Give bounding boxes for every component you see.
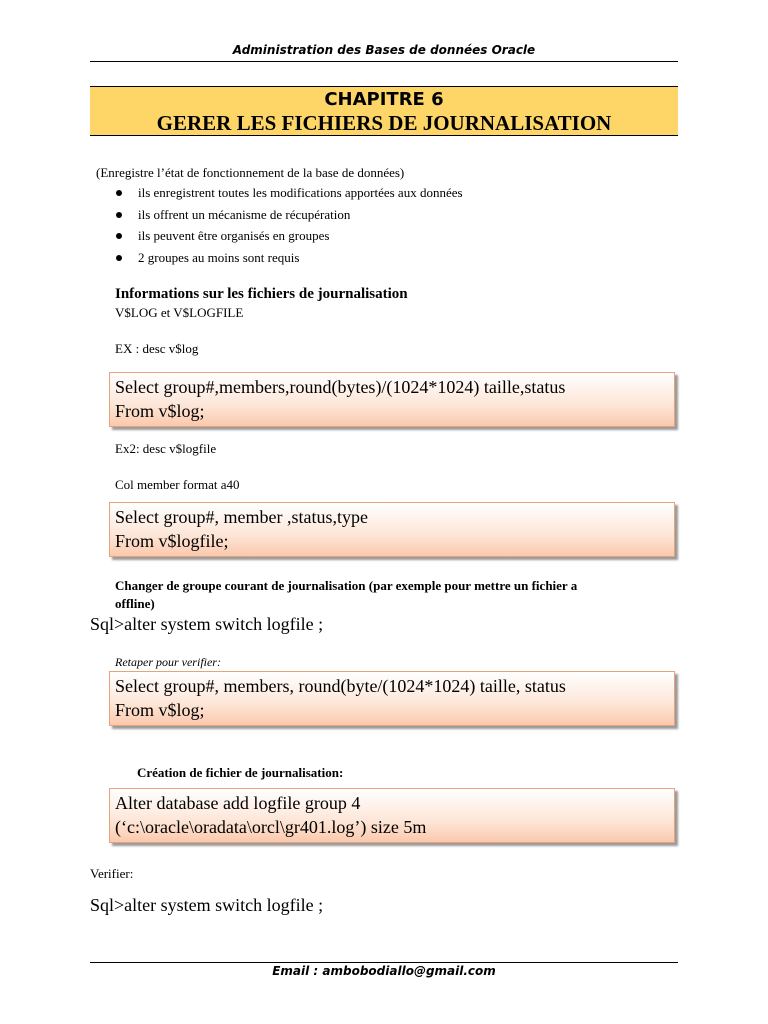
example2-text: Ex2: desc v$logfile: [115, 441, 217, 456]
verify-command: Sql>alter system switch logfile ;: [90, 895, 324, 915]
switch-heading-line1: Changer de groupe courant de journalisation (par exemple pour mettre un fichier a: [115, 578, 578, 593]
code-box-1: [109, 372, 675, 427]
code-box-4: [109, 788, 675, 843]
list-item: ils peuvent être organisés en groupes: [112, 228, 463, 250]
views-text: V$LOG et V$LOGFILE: [115, 305, 244, 320]
code-line: From v$logfile;: [115, 531, 229, 551]
chapter-banner: [90, 86, 678, 136]
footer-email: Email : ambobodiallo@gmail.com: [272, 964, 496, 978]
code-box-2: [109, 502, 675, 557]
col-format-text: Col member format a40: [115, 477, 240, 492]
chapter-number: CHAPITRE 6: [324, 89, 444, 110]
example1-text: EX : desc v$log: [115, 341, 199, 356]
header-rule: [90, 61, 678, 62]
info-heading: Informations sur les fichiers de journalisation: [115, 286, 408, 302]
code-line: Select group#, member ,status,type: [115, 507, 368, 527]
bullet-list: [112, 185, 463, 271]
footer-rule: [90, 962, 678, 963]
list-item: 2 groupes au moins sont requis: [112, 250, 463, 272]
code-line: Alter database add logfile group 4: [115, 793, 361, 813]
switch-command: Sql>alter system switch logfile ;: [90, 614, 324, 634]
code-line: Select group#,members,round(bytes)/(1024*1024) taille,status: [115, 377, 566, 397]
verify-label: Verifier:: [90, 866, 134, 881]
code-line: From v$log;: [115, 401, 205, 421]
code-line: (‘c:\oracle\oradata\orcl\gr401.log’) size 5m: [115, 817, 427, 837]
page-header-title: Administration des Bases de données Oracle: [232, 43, 536, 57]
list-item: ils offrent un mécanisme de récupération: [112, 207, 463, 229]
chapter-title: GERER LES FICHIERS DE JOURNALISATION: [156, 111, 612, 135]
retaper-note: Retaper pour verifier:: [115, 655, 221, 669]
code-box-3: [109, 671, 675, 726]
code-line: From v$log;: [115, 700, 205, 720]
intro-text: (Enregistre l’état de fonctionnement de la base de données): [96, 165, 405, 180]
list-item: ils enregistrent toutes les modifications apportées aux données: [112, 185, 463, 207]
creation-heading: Création de fichier de journalisation:: [137, 765, 344, 780]
switch-heading-line2: offline): [115, 596, 155, 611]
code-line: Select group#, members, round(byte/(1024*1024) taille, status: [115, 676, 566, 696]
